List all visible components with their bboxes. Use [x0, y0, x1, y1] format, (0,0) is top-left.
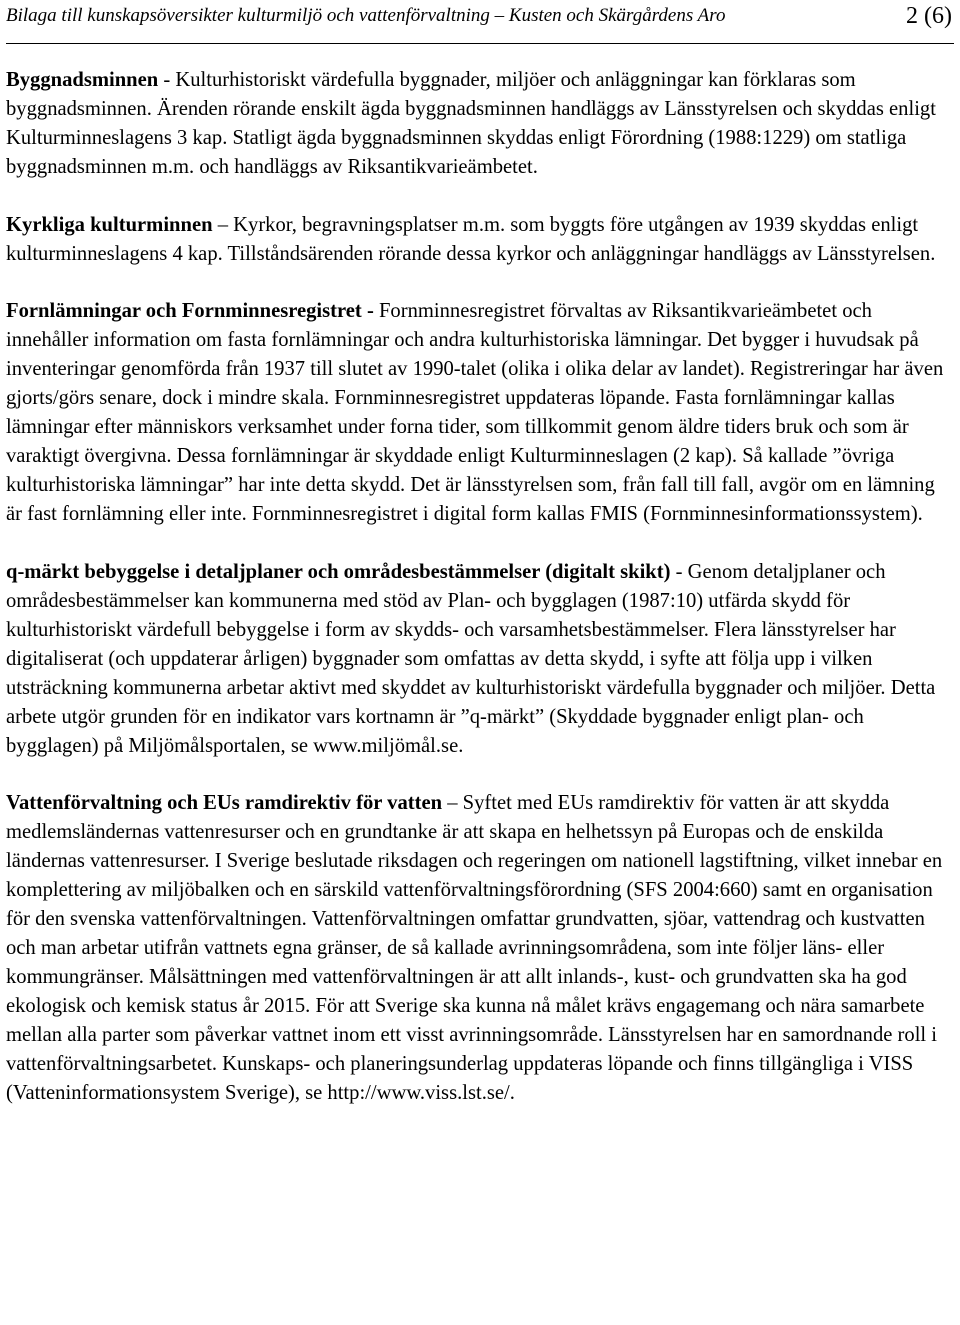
- section-fornlamningar: [6, 297, 954, 529]
- section-body: Genom detaljplaner och områdesbestämmelser kan kommunerna med stöd av Plan- och bygglagen (1987:10) utfärda skydd för kulturhistoriskt värdefull bebyggelse i form av skydds- och varsamhetsbestämmelser. Flera länsstyrelser har digitaliserat (och uppdaterar årligen) byggnader som omfattas av detta skydd, i syfte att följa upp i vilken utsträckning kommunerna arbetar aktivt med skyddet av kulturhistoriskt värdefulla byggnader och miljöer. Detta arbete utgör grunden för en indikator vars kortnamn är ”q-märkt” (Skyddade byggnader enligt plan- och bygglagen) på Miljömålsportalen, se www.miljömål.se.: [6, 560, 936, 757]
- page-header: [6, 0, 954, 44]
- section-separator: –: [442, 792, 463, 815]
- section-separator: –: [212, 213, 234, 236]
- section-heading: Byggnadsminnen: [6, 69, 159, 91]
- section-separator: -: [670, 560, 688, 583]
- section-byggnadsminnen: [6, 66, 954, 182]
- section-vattenforvaltning: [6, 789, 954, 1108]
- section-q-markt-bebyggelse: [6, 558, 954, 761]
- section-heading: q-märkt bebyggelse i detaljplaner och områdesbestämmelser (digitalt skikt): [6, 560, 671, 583]
- section-body: Syftet med EUs ramdirektiv för vatten är att skydda medlemsländernas vattenresurser och en grundtanke är att skapa en helhetssyn på Europas och de enskilda ländernas vattenresurser. I Sverige beslutade riksdagen och regeringen om nationell lagstiftning, vilket innebar en komplettering av miljöbalken och en särskild vattenförvaltningsförordning (SFS 2004:660) samt en organisation för den svenska vattenförvaltningen. Vattenförvaltningen omfattar grundvatten, sjöar, vattendrag och kustvatten och man arbetar utifrån vattnets egna gränser, de så kallade avrinningsområdena, som inte följer läns- eller kommungränser. Målsättningen med vattenförvaltningen är att allt inlands-, kust- och grundvatten ska ha god ekologisk och kemisk status år 2015. För att Sverige ska kunna nå målet krävs engagemang och nära samarbete mellan alla parter som påverkar vattnet inom ett visst avrinningsområde. Länsstyrelsen har en samordnande roll i vattenförvaltningsarbetet. Kunskaps- och planeringsunderlag uppdateras löpande och finns tillgängliga i VISS (Vatteninformationsystem Sverige), se http://www.viss.lst.se/.: [6, 792, 943, 1105]
- section-body: Kyrkor, begravningsplatser m.m. som byggts före utgången av 1939 skyddas enligt kulturminneslagens 4 kap. Tillståndsärenden rörande dessa kyrkor och anläggningar handläggs av Länsstyrelsen.: [6, 213, 936, 265]
- section-heading: Vattenförvaltning och EUs ramdirektiv för vatten: [6, 792, 443, 815]
- section-body: Fornminnesregistret förvaltas av Riksantikvarieämbetet och innehåller information om fasta fornlämningar och andra kulturhistoriska lämningar. Det bygger i huvudsak på inventeringar genomförda från 1937 till slutet av 1990-talet (olika i olika delar av landet). Registreringar har även gjorts/görs senare, dock i mindre skala. Fornminnesregistret uppdateras löpande. Fasta fornlämningar kallas lämningar efter människors verksamhet under forna tider, som tillkommit genom äldre tiders bruk och som är varaktigt övergivna. Dessa fornlämningar är skyddade enligt Kulturminneslagen (2 kap). Så kallade ”övriga kulturhistoriska lämningar” har inte detta skydd. Det är länsstyrelsen som, från fall till fall, avgör om en lämning är fast fornlämning eller inte. Fornminnesregistret i digital form kallas FMIS (Fornminnesinformationssystem).: [6, 300, 944, 526]
- header-title: Bilaga till kunskapsöversikter kulturmiljö och vattenförvaltning – Kusten och Skärgårdens Aro: [6, 5, 726, 26]
- section-heading: Fornlämningar och Fornminnesregistret -: [6, 300, 374, 323]
- page-number: 2 (6): [906, 3, 952, 29]
- section-separator: -: [158, 69, 176, 91]
- section-body: Kulturhistoriskt värdefulla byggnader, miljöer och anläggningar kan förklaras som byggnadsminnen. Ärenden rörande enskilt ägda byggnadsminnen handläggs av Länsstyrelsen och skyddas enligt Kulturminneslagens 3 kap. Statligt ägda byggnadsminnen skyddas enligt Förordning (1988:1229) om statliga byggnadsminnen m.m. och handläggs av Riksantikvarieämbetet.: [6, 69, 936, 178]
- section-heading: Kyrkliga kulturminnen: [6, 213, 213, 236]
- section-kyrkliga-kulturminnen: [6, 211, 954, 269]
- document-body: [6, 66, 954, 1137]
